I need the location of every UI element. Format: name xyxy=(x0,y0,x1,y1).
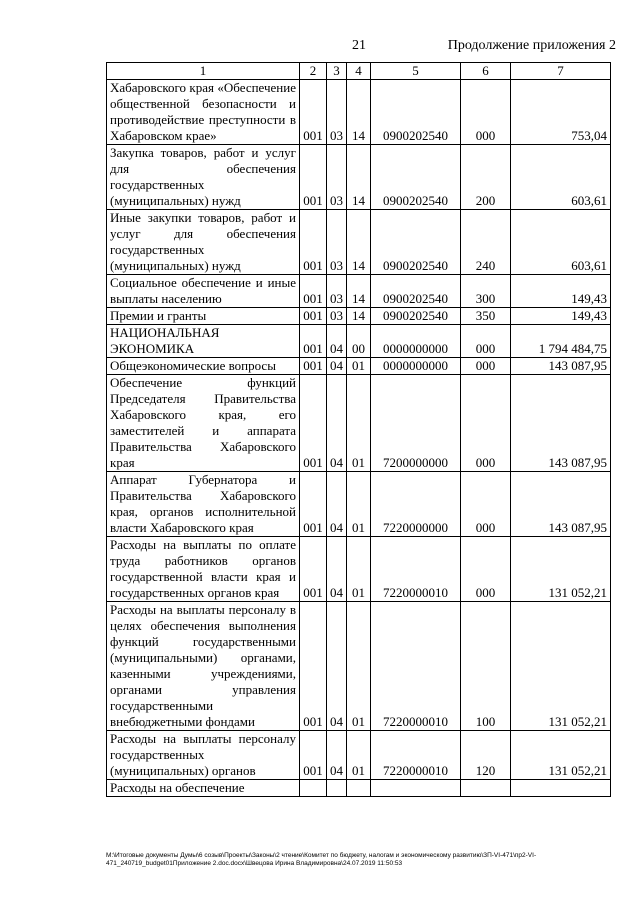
row-target-cell: 0900202540 xyxy=(371,275,461,308)
column-header: 5 xyxy=(371,63,461,80)
row-amount-cell: 131 052,21 xyxy=(511,602,611,731)
row-target-cell: 7220000000 xyxy=(371,472,461,537)
row-name-cell: Иные закупки товаров, работ и услуг для обеспечения государственных (муниципальных) нужд xyxy=(107,210,300,275)
row-amount-cell: 143 087,95 xyxy=(511,358,611,375)
row-target-cell: 7220000010 xyxy=(371,731,461,780)
row-name-cell: Хабаровского края «Обеспечение общественной безопасности и противодействие преступности в Хабаровском крае» xyxy=(107,80,300,145)
row-target-cell: 0900202540 xyxy=(371,145,461,210)
row-code-cell: 001 xyxy=(300,308,327,325)
row-amount-cell: 131 052,21 xyxy=(511,731,611,780)
row-code-cell xyxy=(300,780,327,797)
table-row xyxy=(107,375,611,472)
row-subsection-cell xyxy=(347,780,371,797)
row-type-cell: 100 xyxy=(461,602,511,731)
row-code-cell: 001 xyxy=(300,275,327,308)
row-section-cell: 03 xyxy=(327,210,347,275)
row-subsection-cell: 01 xyxy=(347,375,371,472)
row-section-cell: 04 xyxy=(327,358,347,375)
row-type-cell: 200 xyxy=(461,145,511,210)
table-row xyxy=(107,210,611,275)
column-header: 4 xyxy=(347,63,371,80)
row-name-cell: Закупка товаров, работ и услуг для обеспечения государственных (муниципальных) нужд xyxy=(107,145,300,210)
table-row xyxy=(107,308,611,325)
row-subsection-cell: 14 xyxy=(347,145,371,210)
column-header: 3 xyxy=(327,63,347,80)
row-target-cell xyxy=(371,780,461,797)
row-name-cell: НАЦИОНАЛЬНАЯ ЭКОНОМИКА xyxy=(107,325,300,358)
row-subsection-cell: 14 xyxy=(347,80,371,145)
row-code-cell: 001 xyxy=(300,731,327,780)
row-type-cell: 000 xyxy=(461,472,511,537)
row-target-cell: 7200000000 xyxy=(371,375,461,472)
row-name-cell: Расходы на выплаты персоналу государственных (муниципальных) органов xyxy=(107,731,300,780)
row-target-cell: 0000000000 xyxy=(371,358,461,375)
page-number: 21 xyxy=(352,38,366,53)
row-subsection-cell: 01 xyxy=(347,731,371,780)
continuation-label: Продолжение приложения 2 xyxy=(447,38,616,53)
row-section-cell: 04 xyxy=(327,472,347,537)
row-section-cell: 04 xyxy=(327,375,347,472)
table-row xyxy=(107,602,611,731)
row-type-cell xyxy=(461,780,511,797)
row-type-cell: 000 xyxy=(461,537,511,602)
row-subsection-cell: 01 xyxy=(347,537,371,602)
row-amount-cell: 143 087,95 xyxy=(511,472,611,537)
row-subsection-cell: 14 xyxy=(347,275,371,308)
table-row xyxy=(107,472,611,537)
budget-table xyxy=(106,62,611,797)
table-row xyxy=(107,80,611,145)
table-row xyxy=(107,145,611,210)
row-code-cell: 001 xyxy=(300,472,327,537)
column-header: 1 xyxy=(107,63,300,80)
row-target-cell: 7220000010 xyxy=(371,602,461,731)
row-target-cell: 0900202540 xyxy=(371,308,461,325)
row-section-cell: 04 xyxy=(327,537,347,602)
table-row xyxy=(107,325,611,358)
row-type-cell: 000 xyxy=(461,358,511,375)
row-code-cell: 001 xyxy=(300,537,327,602)
row-subsection-cell: 00 xyxy=(347,325,371,358)
row-amount-cell: 603,61 xyxy=(511,210,611,275)
row-type-cell: 240 xyxy=(461,210,511,275)
row-name-cell: Расходы на выплаты по оплате труда работников органов государственной власти края и государственных органов края xyxy=(107,537,300,602)
row-name-cell: Расходы на обеспечение xyxy=(107,780,300,797)
row-section-cell: 03 xyxy=(327,80,347,145)
row-code-cell: 001 xyxy=(300,358,327,375)
row-name-cell: Общеэкономические вопросы xyxy=(107,358,300,375)
row-amount-cell: 603,61 xyxy=(511,145,611,210)
row-amount-cell: 149,43 xyxy=(511,275,611,308)
row-type-cell: 000 xyxy=(461,80,511,145)
row-target-cell: 0000000000 xyxy=(371,325,461,358)
table-row xyxy=(107,780,611,797)
row-type-cell: 000 xyxy=(461,375,511,472)
row-section-cell: 03 xyxy=(327,145,347,210)
table-row xyxy=(107,731,611,780)
row-target-cell: 0900202540 xyxy=(371,210,461,275)
row-target-cell: 7220000010 xyxy=(371,537,461,602)
row-type-cell: 300 xyxy=(461,275,511,308)
row-section-cell: 03 xyxy=(327,275,347,308)
row-section-cell xyxy=(327,780,347,797)
row-amount-cell: 1 794 484,75 xyxy=(511,325,611,358)
column-header: 2 xyxy=(300,63,327,80)
row-name-cell: Расходы на выплаты персоналу в целях обеспечения выполнения функций государственными (муниципальными) органами, казенными учреждениями, органами управления государственными внебюджетными фондами xyxy=(107,602,300,731)
row-type-cell: 000 xyxy=(461,325,511,358)
row-type-cell: 350 xyxy=(461,308,511,325)
row-subsection-cell: 01 xyxy=(347,602,371,731)
row-amount-cell: 753,04 xyxy=(511,80,611,145)
column-header: 7 xyxy=(511,63,611,80)
row-code-cell: 001 xyxy=(300,145,327,210)
column-header: 6 xyxy=(461,63,511,80)
row-name-cell: Социальное обеспечение и иные выплаты населению xyxy=(107,275,300,308)
row-section-cell: 03 xyxy=(327,308,347,325)
row-name-cell: Обеспечение функций Председателя Правительства Хабаровского края, его заместителей и аппарата Правительства Хабаровского края xyxy=(107,375,300,472)
column-number-row xyxy=(107,63,611,80)
row-subsection-cell: 01 xyxy=(347,358,371,375)
row-name-cell: Аппарат Губернатора и Правительства Хабаровского края, органов исполнительной власти Хабаровского края xyxy=(107,472,300,537)
row-amount-cell: 131 052,21 xyxy=(511,537,611,602)
table-row xyxy=(107,275,611,308)
row-name-cell: Премии и гранты xyxy=(107,308,300,325)
row-subsection-cell: 01 xyxy=(347,472,371,537)
row-section-cell: 04 xyxy=(327,602,347,731)
table-row xyxy=(107,537,611,602)
row-code-cell: 001 xyxy=(300,80,327,145)
row-amount-cell: 149,43 xyxy=(511,308,611,325)
row-target-cell: 0900202540 xyxy=(371,80,461,145)
file-path-footer: M:\Итоговые документы Думы\6 созыв\Проекты\Законы\2 чтение\Комитет по бюджету, налогам и экономическому развитию\ЗП-VI-471\пр2-VI-471_240719_budget01Приложение 2.doc.docx\Швецова Ирина Владимировна\24.07.2019 11:50:53 xyxy=(106,852,537,867)
table-row xyxy=(107,358,611,375)
row-type-cell: 120 xyxy=(461,731,511,780)
row-code-cell: 001 xyxy=(300,375,327,472)
row-subsection-cell: 14 xyxy=(347,308,371,325)
row-code-cell: 001 xyxy=(300,602,327,731)
row-code-cell: 001 xyxy=(300,325,327,358)
row-amount-cell xyxy=(511,780,611,797)
row-amount-cell: 143 087,95 xyxy=(511,375,611,472)
row-section-cell: 04 xyxy=(327,325,347,358)
row-subsection-cell: 14 xyxy=(347,210,371,275)
row-code-cell: 001 xyxy=(300,210,327,275)
row-section-cell: 04 xyxy=(327,731,347,780)
